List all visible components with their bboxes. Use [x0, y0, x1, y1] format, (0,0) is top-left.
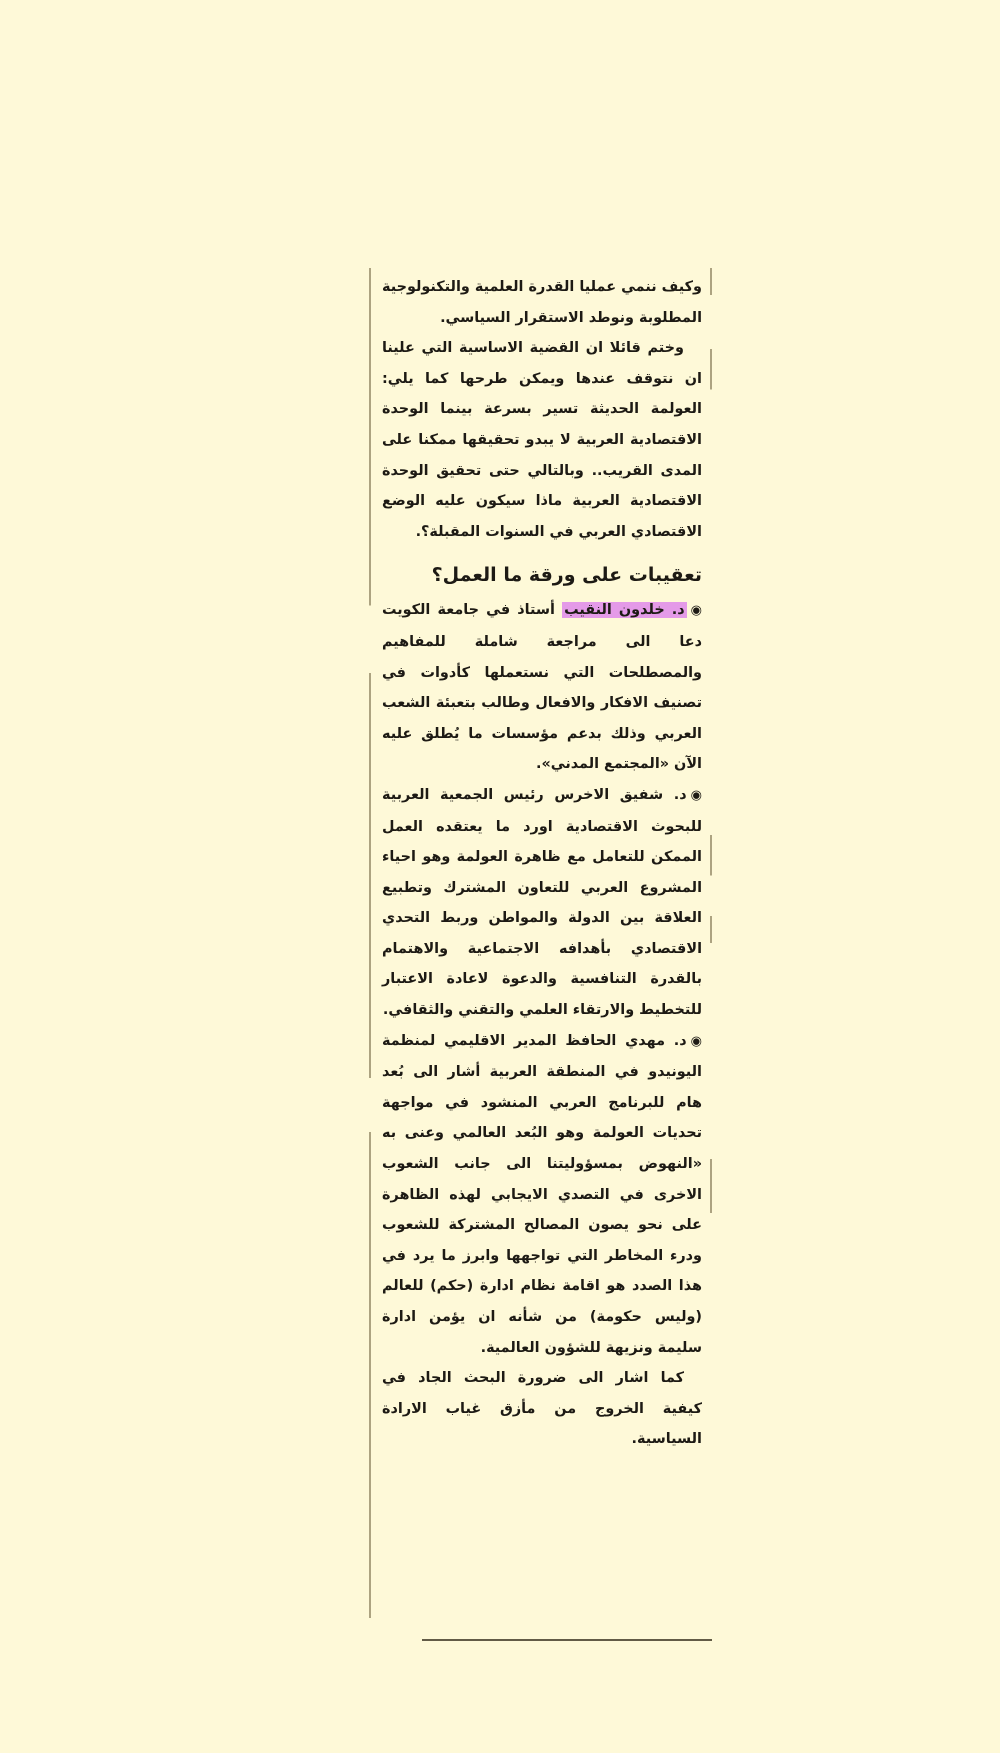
- highlighted-name: د. خلدون النقيب: [564, 602, 685, 619]
- bullet-icon: ◉: [690, 1033, 702, 1049]
- paragraph-hafez: [382, 1026, 702, 1364]
- paragraph-hafez-text: د. مهدي الحافظ المدير الاقليمي لمنظمة اليونيدو في المنطقة العربية أشار الى بُعد هام للبرنامج العربي المنشود في مواجهة تحديات العولمة وهو البُعد العالمي وعنى به «النهوض بمسؤوليتنا الى جانب الشعوب الاخرى في التصدي الايجابي لهذه الظاهرة على نحو يصون المصالح المشتركة للشعوب ودرء المخاطر التي تواجهها وابرز ما يرد في هذا الصدد هو اقامة نظام ادارة (حكم) للعالم (وليس حكومة) من شأنه ان يؤمن ادارة سليمة ونزيهة للشؤون العالمية.: [382, 1032, 702, 1356]
- column-end-rule: [422, 1639, 712, 1641]
- paragraph-akhras-text: د. شفيق الاخرس رئيس الجمعية العربية للبحوث الاقتصادية اورد ما يعتقده العمل الممكن للتعامل مع ظاهرة العولمة وهو احياء المشروع العربي للتعاون المشترك وتطبيع العلاقة بين الدولة والمواطن وربط التحدي الاقتصادي بأهدافه الاجتماعية والاهتمام بالقدرة التنافسية والدعوة لاعادة الاعتبار للتخطيط والارتقاء العلمي والتقني والثقافي.: [382, 786, 702, 1019]
- paragraph-intro-1: وكيف ننمي عمليا القدرة العلمية والتكنولوجية المطلوبة ونوطد الاستقرار السياسي.: [382, 279, 702, 326]
- section-heading: تعقيبات على ورقة ما العمل؟: [431, 564, 702, 587]
- paragraph-closing: كما اشار الى ضرورة البحث الجاد في كيفية الخروج من مأزق غياب الارادة السياسية.: [382, 1370, 702, 1448]
- paragraph-intro-2: وختم قائلا ان القضية الاساسية التي علينا ان نتوقف عندها ويمكن طرحها كما يلي: العولمة الحديثة تسير بسرعة بينما الوحدة الاقتصادية العربية لا يبدو تحقيقها ممكنا على المدى القريب.. وبالتالي حتى تحقيق الوحدة الاقتصادية العربية ماذا سيكون عليه الوضع الاقتصادي العربي في السنوات المقبلة؟.: [382, 340, 702, 540]
- column-left-rule: [369, 268, 371, 1618]
- paragraph-naqib-text: أستاذ في جامعة الكويت دعا الى مراجعة شاملة للمفاهيم والمصطلحات التي نستعملها كأدوات في تصنيف الافكار والافعال وطالب بتعبئة الشعب العربي وذلك بدعم مؤسسات ما يُطلق عليه الآن «المجتمع المدني».: [382, 602, 702, 773]
- bullet-icon: ◉: [690, 787, 702, 803]
- column-right-rule: [710, 268, 712, 1618]
- paragraph-akhras: [382, 780, 702, 1026]
- article-column: [382, 272, 702, 1455]
- paragraph-naqib: [382, 595, 702, 780]
- bullet-icon: ◉: [690, 603, 703, 619]
